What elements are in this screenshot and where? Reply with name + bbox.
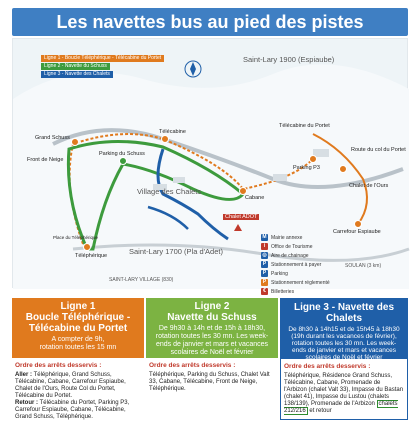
line3-column [280,298,408,420]
area-village: SAINT-LARY VILLAGE (830) [109,277,174,283]
key-item [261,251,337,260]
building-block [173,177,185,183]
map-key [261,233,337,296]
compass-icon [185,61,201,77]
line1-retour-tag: Retour : [15,400,38,406]
chain-area-icon: ◎ [262,252,267,258]
stop-place-telepherique: Place du Téléphérique [53,235,98,240]
stop-carrefour: Carrefour Espiaube [333,229,381,235]
line3-stops-title: Ordre des arrêts desservis : [284,363,371,370]
legend-line3: Ligne 3 - Navette des Chalets [41,71,113,78]
line3-title: Ligne 3 - Navette des Chalets [293,302,395,324]
stop-marker [240,188,247,195]
key-item [261,242,337,251]
page-title-banner [12,8,408,36]
stop-telecabine: Télécabine [159,129,186,135]
key-item [261,269,337,278]
regulated-parking-icon: P [262,279,267,285]
stop-chalet-ours: Chalet de l'Ours [349,183,389,189]
stop-marker [340,166,347,173]
key-item [261,233,337,242]
line2-title: Ligne 2 Navette du Schuss [167,301,257,323]
key-label: Stationnement à payer [271,261,322,268]
line1-header [12,298,144,358]
line3-stops [281,359,407,419]
legend-line2: Ligne 2 - Navette du Schuss [41,63,110,70]
stop-parking-p3: Parking P3 [293,165,320,171]
stop-marker [310,156,317,163]
page-title: Les navettes bus au pied des pistes [56,11,364,32]
stop-parking-schuss: Parking du Schuss [99,151,145,157]
parking-icon: P [262,270,267,276]
stop-marker [84,244,91,251]
stop-front-neige: Front de Neige [27,157,64,163]
key-item [261,260,337,269]
line1-schedule: A compter de 9h, rotation toutes les 15 mn [39,336,117,351]
line2-schedule: De 9h30 à 14h et de 15h à 18h30, rotation toutes les 30 mn. Les week-ends de janvier et mars et vacances scolaires de Noël et février [155,325,269,356]
line1-aller: Téléphérique, Grand Schuss, Télécabine, Cabane, Carrefour Espiaube, Chalet de l'Ours, Route Col du Portet, Télécabine du Portet. [15,372,126,399]
stop-cabane: Cabane [245,195,265,201]
line2-header [146,298,278,358]
stop-marker [72,139,79,146]
line2-stops-title: Ordre des arrêts desservis : [149,362,236,369]
line1-title: Ligne 1 Boucle Téléphérique - Télécabine du Portet [25,301,131,334]
key-label: Billetteries [271,288,295,295]
area-pla-adet: Saint-Lary 1700 (Pla d'Adet) [129,247,223,256]
stop-chalet-adot: Chalet ADOT [225,214,258,220]
info-icon: i [261,243,268,250]
area-village-chalets: Village des Chalets [137,187,202,196]
line1-stops-title: Ordre des arrêts desservis : [15,362,102,369]
line1-aller-tag: Aller : [15,372,33,378]
line-columns [12,298,408,420]
stop-marker [162,136,169,143]
key-label: Office de Tourisme [271,243,313,250]
building-block [273,174,287,181]
legend-line1: Ligne 1 - Boucle Téléphérique - Télécabine du Portet [41,55,164,62]
key-label: Aire de chainage [271,252,309,259]
stop-telepherique: Téléphérique [75,253,108,259]
stop-marker [355,221,362,228]
line3-header [281,299,407,359]
ticket-office-icon: € [261,288,268,295]
line3-highlighted-stop: chalets 212/216 [284,401,398,414]
key-label: Parking [271,270,288,277]
stop-telecabine-portet: Télécabine du Portet [279,123,330,129]
line3-stop-list: Téléphérique, Résidence Grand Schuss, Télécabine, Cabane, Promenade de l'Arbizon (chalet Valt 33), Impasse du Bastan (chalet 41), Impasse du Lustou (chalets 138/139), Promenade de l'Arbizon [284,373,404,407]
area-soulan: SOULAN (3 km) [345,263,382,269]
key-label: Stationnement réglementé [271,279,330,286]
line1-column [12,298,144,420]
key-item [261,287,337,296]
key-label: Mairie annexe [271,234,303,241]
line1-retour: Télécabine du Portet, Parking P3, Carrefour Espiaube, Cabane, Télécabine, Grand Schuss, Téléphérique. [15,400,130,420]
stop-grand-schuss: Grand Schuss [35,135,70,141]
line3-stop-list-end: et retour [309,408,332,414]
stop-route-col: Route du col du Portet [351,147,406,153]
line1-stops [12,358,144,425]
line3-schedule: De 8h30 à 14h15 et de 15h45 à 18h30 (19h durant les vacances de février), rotation toutes les 30 mn. Les week-ends de janvier et mars et vacances scolaires de Noël et février [288,326,400,361]
area-espiaube: Saint-Lary 1900 (Espiaube) [243,55,335,64]
line2-column [146,298,278,420]
stop-marker [120,158,127,165]
line2-stops [146,358,278,397]
line2-stop-list: Téléphérique, Parking du Schuss, Chalet Valt 33, Cabane, Télécabine, Front de Neige, Téléphérique. [149,372,270,392]
key-item [261,278,337,287]
mairie-icon: M [262,234,267,240]
paid-parking-icon: P [262,261,267,267]
shuttle-map [12,38,408,295]
